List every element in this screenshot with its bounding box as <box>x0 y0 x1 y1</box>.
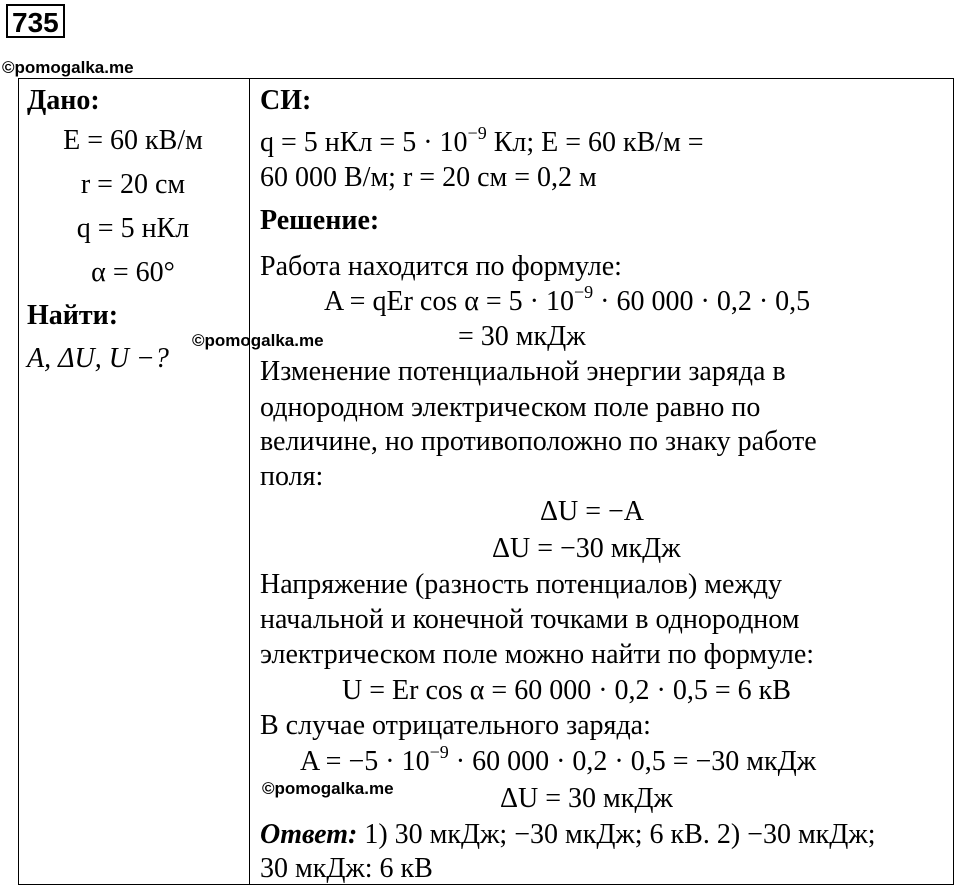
watermark: ©pomogalka.me <box>2 58 134 77</box>
given-line-alpha: α = 60° <box>91 257 175 288</box>
formula-voltage: U = Er cos α = 60 000 · 0,2 · 0,5 = 6 кВ <box>342 675 791 706</box>
find-header: Найти: <box>27 300 119 331</box>
watermark: ©pomogalka.me <box>192 331 324 350</box>
formula-delta-u: ΔU = −A <box>540 496 645 527</box>
given-header: Дано: <box>27 85 100 116</box>
formula-negative-delta-u: ΔU = 30 мкДж <box>500 783 673 814</box>
solution-text-3a: Напряжение (разность потенциалов) между <box>260 569 783 600</box>
solution-text-2d: поля: <box>260 461 324 492</box>
solution-text-2c: величине, но противоположно по знаку работе <box>260 426 817 457</box>
formula-work: A = qEr $\cos \alpha = 5 \cdot 10^{-9} \cdot 60$ 000 · 0,2 · 0,5 <box>324 282 811 317</box>
column-divider <box>249 78 250 885</box>
solution-header: Решение: <box>260 205 380 236</box>
solution-text-3c: электрическом поле можно найти по формуле: <box>260 639 815 670</box>
solution-text-3b: начальной и конечной точками в однородном <box>260 604 800 635</box>
given-line-r: r = 20 см <box>80 169 186 200</box>
solution-text-2b: однородном электрическом поле равно по <box>260 392 761 423</box>
si-line-2: 60 000 В/м; r = 20 см = 0,2 м <box>260 162 597 193</box>
si-line-1: q = 5 нКл = $5 \cdot 10^{-9}$ Кл; E = 60 кВ/м = <box>260 123 704 158</box>
watermark: ©pomogalka.me <box>262 779 394 798</box>
problem-number: 735 <box>6 4 65 38</box>
si-header: СИ: <box>260 85 312 116</box>
formula-delta-u-result: ΔU = −30 мкДж <box>492 533 681 564</box>
formula-work-result: = 30 мкДж <box>458 321 586 352</box>
given-line-e: E = 60 кВ/м <box>63 125 203 156</box>
formula-negative-work: $A = -5 \cdot 10^{-9} \cdot 60$ 000 · 0,2 · 0,5 = −30 мкДж <box>300 742 817 777</box>
find-text: A, ΔU, U −? <box>27 343 169 374</box>
answer-line-2: 30 мкДж: 6 кВ <box>260 853 433 884</box>
answer-line-1: Ответ: 1) 30 мкДж; −30 мкДж; 6 кВ. 2) −30 мкДж; <box>260 819 876 850</box>
solution-text-4: В случае отрицательного заряда: <box>260 710 651 741</box>
given-line-q: q = 5 нКл <box>76 213 190 244</box>
solution-text-2a: Изменение потенциальной энергии заряда в <box>260 356 786 387</box>
solution-text-1: Работа находится по формуле: <box>260 251 622 282</box>
